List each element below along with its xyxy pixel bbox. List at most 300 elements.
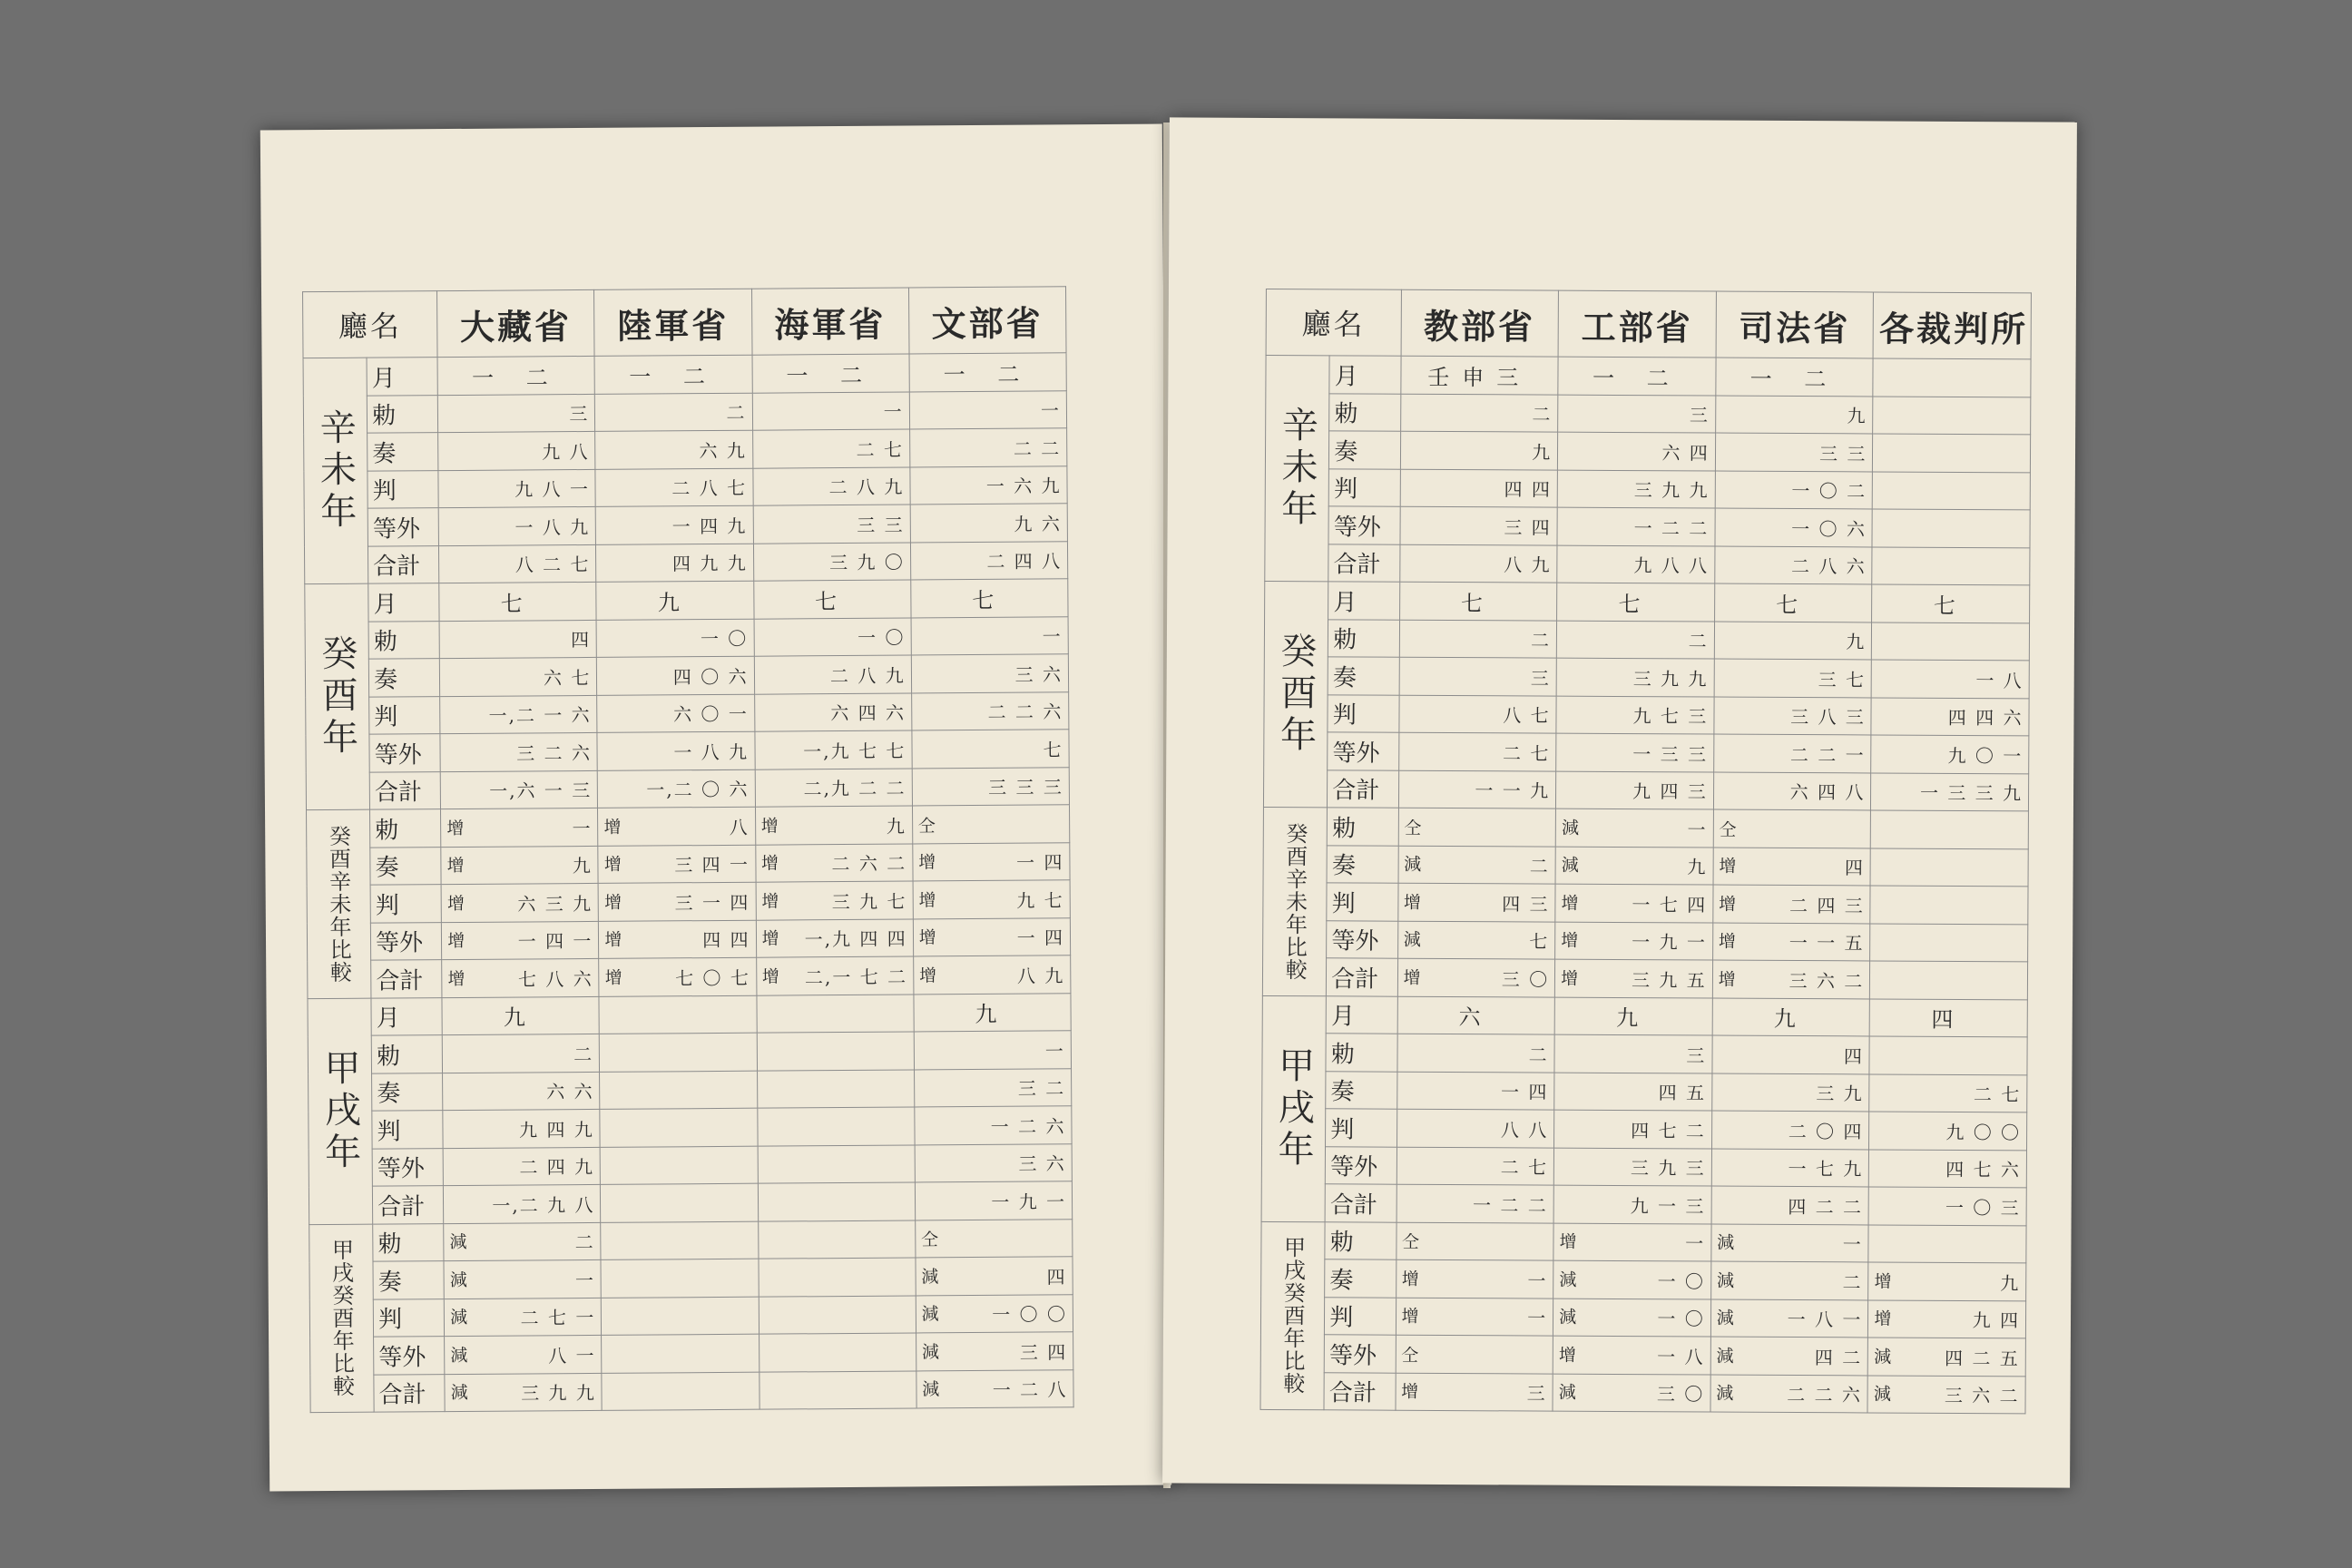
column-header: 教部省	[1401, 289, 1559, 357]
change-marker: 增	[1401, 1381, 1421, 1403]
row-label: 奏	[370, 847, 441, 885]
change-value: 一 一 五	[1788, 932, 1865, 955]
change-marker: 增	[1561, 893, 1581, 914]
change-value: 二 二 六	[1787, 1384, 1862, 1406]
row-label: 奏	[1326, 1071, 1396, 1109]
change-marker: 增	[1401, 1269, 1421, 1289]
change-marker: 增	[761, 891, 781, 912]
value-cell: 一 〇	[596, 619, 753, 658]
value-cell: 三 四	[1400, 506, 1558, 544]
value-cell	[601, 1183, 758, 1222]
table-row	[309, 1143, 1072, 1186]
value-cell: 二 七	[752, 429, 909, 468]
value-cell	[759, 1370, 916, 1409]
change-marker: 仝	[1719, 819, 1739, 840]
value-cell	[756, 994, 913, 1033]
value-cell: 七	[912, 730, 1070, 769]
change-value: 四 二	[1814, 1346, 1863, 1369]
value-cell: 六 〇 一	[597, 694, 754, 733]
value-cell: 二,九 二 二	[755, 768, 912, 807]
value-cell: 二 八 七	[595, 468, 752, 507]
value-cell: 一 〇	[754, 617, 911, 656]
value-cell: 六 四	[1558, 432, 1716, 470]
value-cell: 九	[1400, 431, 1558, 469]
change-value: 二 七 一	[520, 1307, 596, 1329]
value-cell: 二 八 六	[1715, 546, 1873, 584]
value-cell	[598, 845, 755, 884]
change-marker: 減	[921, 1267, 941, 1288]
row-label: 勅	[373, 1223, 444, 1261]
change-marker: 增	[603, 817, 623, 838]
change-value: 七 〇 七	[675, 966, 750, 990]
table-row	[1262, 1071, 2027, 1112]
value-cell	[442, 921, 599, 960]
value-cell: 三 三 三	[912, 767, 1070, 806]
value-cell	[445, 1335, 602, 1374]
value-cell: 三 七	[1714, 659, 1872, 697]
value-cell: 三 九 三	[1553, 1148, 1711, 1186]
table-row	[1263, 920, 2028, 962]
change-value: 一	[1687, 818, 1708, 841]
value-cell: 九	[1715, 396, 1873, 434]
change-marker: 減	[1403, 930, 1423, 951]
value-cell	[1555, 808, 1713, 847]
value-cell: 一 二	[1716, 358, 1874, 396]
value-cell	[1397, 958, 1555, 996]
change-value: 二,一 七 二	[804, 965, 908, 989]
change-marker: 增	[918, 890, 938, 911]
table-row	[1264, 656, 2029, 698]
change-value: 七 八 六	[517, 967, 593, 991]
change-value: 三 〇	[1501, 968, 1550, 991]
value-cell	[757, 1032, 914, 1071]
table-row	[1260, 1334, 2025, 1376]
change-value: 一 〇 〇	[992, 1303, 1067, 1327]
column-header: 各裁判所	[1873, 292, 2031, 359]
value-cell: 二 八 九	[754, 655, 911, 694]
table-row	[1265, 468, 2030, 510]
value-cell: 四	[1869, 998, 2027, 1036]
value-cell	[1710, 1261, 1868, 1299]
table-row	[305, 654, 1068, 697]
change-marker: 減	[1559, 1269, 1579, 1290]
value-cell: 二 七	[1396, 1147, 1554, 1185]
value-cell: 一 二 二	[1396, 1184, 1554, 1222]
value-cell	[444, 1298, 601, 1337]
value-cell	[1555, 959, 1713, 997]
value-cell: 九 〇 〇	[1869, 1112, 2027, 1150]
table-row	[1263, 769, 2028, 811]
value-cell: 二 八 九	[752, 466, 909, 505]
change-value: 一	[574, 1269, 596, 1291]
table-row	[304, 541, 1067, 583]
row-label: 勅	[370, 809, 441, 848]
change-value: 一 四	[1016, 926, 1065, 949]
change-value: 二	[1529, 855, 1550, 877]
value-cell: 九 七 三	[1556, 696, 1714, 734]
value-cell: 三 九	[1711, 1073, 1869, 1112]
row-label: 判	[1325, 1297, 1396, 1335]
row-label: 奏	[1327, 845, 1397, 883]
value-cell: 七	[439, 582, 596, 621]
value-cell	[600, 1071, 757, 1110]
value-cell	[442, 958, 599, 997]
value-cell	[757, 1107, 914, 1146]
value-cell	[759, 1295, 916, 1334]
value-cell: 二 七	[1398, 732, 1556, 770]
value-cell	[1871, 810, 2029, 848]
change-marker: 仝	[1401, 1345, 1421, 1366]
value-cell: 八 八	[1396, 1109, 1554, 1147]
value-cell: 一 二	[594, 355, 751, 394]
table-row	[1265, 581, 2030, 622]
table-row	[307, 805, 1070, 848]
table-row	[309, 1106, 1072, 1149]
value-cell: 一 二	[1558, 357, 1716, 395]
table-row	[308, 1031, 1071, 1073]
value-cell	[1867, 1375, 2025, 1413]
change-value: 六 三 九	[517, 892, 593, 916]
row-label: 月	[368, 583, 439, 622]
row-label: 合計	[371, 960, 442, 998]
value-cell	[1713, 809, 1871, 848]
change-value: 二	[1842, 1271, 1863, 1294]
table-row	[310, 1369, 1073, 1412]
value-cell: 一 七 九	[1711, 1149, 1869, 1187]
value-cell	[1710, 1375, 1868, 1413]
row-label: 勅	[1328, 619, 1399, 657]
row-label: 等外	[370, 922, 441, 960]
value-cell: 二	[1396, 1034, 1554, 1072]
value-cell	[1553, 1298, 1711, 1337]
value-cell: 九 一 三	[1553, 1185, 1711, 1223]
change-value: 一 〇	[1657, 1308, 1705, 1330]
change-marker: 增	[1719, 856, 1739, 877]
value-cell: 一	[911, 616, 1069, 655]
table-row	[310, 1332, 1073, 1375]
value-cell	[758, 1144, 915, 1183]
value-cell	[757, 1069, 914, 1108]
value-cell	[913, 880, 1071, 919]
value-cell: 一 八	[1871, 660, 2029, 698]
value-cell: 四	[439, 620, 596, 659]
column-header: 文部省	[908, 287, 1066, 354]
value-cell	[1397, 883, 1555, 921]
value-cell: 九	[1714, 622, 1872, 660]
row-label: 等外	[1328, 506, 1399, 544]
value-cell: 六	[1397, 996, 1555, 1034]
table-row	[309, 1219, 1073, 1261]
change-marker: 減	[450, 1345, 470, 1366]
table-row	[1262, 995, 2027, 1037]
value-cell: 九 八	[438, 431, 595, 470]
row-label: 勅	[1327, 808, 1397, 846]
row-label: 勅	[368, 621, 439, 659]
change-marker: 減	[1873, 1384, 1894, 1405]
change-value: 四 四	[702, 928, 750, 952]
value-cell: 一 〇 二	[1715, 471, 1873, 509]
change-value: 一 八	[1657, 1345, 1705, 1368]
value-cell: 一 〇 三	[1868, 1187, 2026, 1225]
change-value: 三 六 二	[1944, 1385, 2020, 1407]
section-title: 甲戌癸酉年比較	[309, 1224, 375, 1413]
value-cell: 壬申三	[1400, 356, 1558, 394]
value-cell: 三 九 九	[1556, 658, 1714, 696]
table-row	[305, 616, 1068, 659]
change-marker: 減	[922, 1379, 942, 1400]
value-cell: 一,二 一 六	[440, 695, 597, 734]
value-cell: 一 〇 六	[1715, 508, 1873, 546]
value-cell: 一 四 九	[596, 505, 753, 544]
table-row	[1260, 1372, 2025, 1414]
value-cell	[1873, 358, 2031, 397]
row-label: 等外	[1326, 1146, 1396, 1184]
change-marker: 增	[604, 892, 624, 913]
value-cell	[599, 995, 756, 1034]
change-value: 二 四 三	[1788, 894, 1865, 917]
row-label: 等外	[1327, 920, 1397, 958]
table-row	[307, 880, 1070, 923]
row-label: 等外	[374, 1337, 445, 1375]
row-label: 等外	[372, 1148, 443, 1186]
change-marker: 減	[921, 1342, 942, 1363]
value-cell: 三	[1558, 395, 1716, 433]
value-cell	[1553, 1223, 1711, 1261]
table-row	[304, 504, 1067, 546]
table-row	[306, 691, 1069, 734]
value-cell: 一 八 九	[438, 506, 595, 545]
change-marker: 增	[1403, 967, 1423, 988]
row-label: 月	[367, 358, 437, 396]
row-label: 判	[370, 885, 441, 923]
change-value: 一 二 八	[992, 1378, 1068, 1402]
change-value: 四 三	[1502, 893, 1550, 916]
value-cell: 一,二 九 八	[444, 1184, 601, 1223]
change-marker: 增	[1558, 1345, 1579, 1366]
change-marker: 仝	[1401, 1232, 1422, 1253]
change-value: 一 八 一	[1787, 1308, 1863, 1331]
value-cell: 二	[595, 393, 752, 432]
value-cell	[1710, 1299, 1868, 1338]
change-value: 三 九 九	[521, 1382, 596, 1405]
row-label: 奏	[368, 433, 438, 471]
change-marker: 增	[1718, 969, 1738, 990]
value-cell	[1555, 884, 1713, 922]
change-marker: 增	[1561, 968, 1581, 989]
table-row	[309, 1257, 1073, 1299]
change-marker: 增	[447, 931, 467, 952]
section-title: 甲戌癸酉年比較	[1260, 1221, 1325, 1410]
value-cell: 九 八 八	[1557, 545, 1715, 583]
row-label: 月	[371, 997, 442, 1035]
table-row	[307, 917, 1070, 960]
value-cell	[756, 918, 913, 957]
header-label: 廳名	[1266, 289, 1401, 356]
change-value: 二 六 二	[831, 852, 907, 876]
table-row	[1263, 882, 2028, 924]
value-cell: 六 九	[595, 430, 752, 469]
table-row	[1262, 1108, 2027, 1150]
value-cell	[1398, 808, 1556, 846]
value-cell	[1872, 509, 2030, 547]
value-cell	[1868, 1262, 2026, 1300]
value-cell	[1555, 847, 1713, 885]
value-cell: 九	[596, 581, 753, 620]
value-cell	[601, 1259, 758, 1298]
change-marker: 減	[1874, 1347, 1894, 1367]
value-cell: 四 七 六	[1869, 1149, 2027, 1187]
row-label: 合計	[372, 1186, 443, 1224]
change-marker: 增	[918, 927, 938, 948]
value-cell: 一,九 七 七	[754, 730, 911, 769]
change-marker: 增	[604, 967, 624, 988]
value-cell	[1712, 960, 1870, 998]
value-cell: 三 八 三	[1714, 697, 1872, 735]
change-value: 一	[1527, 1269, 1548, 1292]
change-value: 八 一	[548, 1344, 596, 1367]
value-cell	[1873, 471, 2031, 509]
row-label: 合計	[1328, 544, 1399, 582]
value-cell: 六 六	[443, 1072, 600, 1111]
table-row	[305, 579, 1068, 622]
value-cell	[916, 1294, 1073, 1333]
section-title: 辛未年	[1265, 355, 1330, 581]
table-row	[1266, 355, 2031, 397]
value-cell: 一 三 三 九	[1871, 772, 2029, 810]
table-row	[309, 1294, 1073, 1337]
row-label: 奏	[1329, 431, 1400, 469]
row-label: 勅	[1329, 393, 1400, 431]
value-cell: 八 二 七	[439, 544, 596, 583]
table-row	[1263, 845, 2028, 887]
value-cell: 四 四	[1400, 469, 1558, 507]
change-value: 九 四	[1972, 1309, 2021, 1332]
change-marker: 增	[447, 968, 467, 989]
value-cell	[1868, 1299, 2026, 1338]
change-marker: 仝	[917, 816, 937, 837]
value-cell: 九	[442, 996, 599, 1035]
row-label: 判	[1328, 694, 1398, 732]
value-cell: 四	[1712, 1035, 1870, 1073]
change-value: 一,九 四 四	[804, 927, 907, 951]
value-cell: 四 七 二	[1554, 1110, 1712, 1148]
row-label: 判	[373, 1298, 444, 1337]
value-cell: 九	[1554, 997, 1712, 1035]
table-row	[1265, 544, 2030, 585]
value-cell	[1713, 848, 1871, 886]
change-value: 三 九 七	[831, 890, 907, 913]
row-label: 月	[1329, 356, 1400, 394]
table-row	[304, 428, 1067, 471]
row-label: 合計	[1328, 769, 1398, 808]
table-row	[1262, 957, 2027, 999]
row-label: 合計	[368, 545, 439, 583]
value-cell	[1872, 546, 2030, 584]
value-cell	[599, 957, 756, 996]
value-cell	[1868, 1224, 2026, 1262]
value-cell: 二	[1400, 394, 1558, 432]
change-marker: 增	[1719, 894, 1739, 915]
change-marker: 減	[1561, 818, 1582, 838]
change-marker: 增	[446, 856, 466, 877]
change-marker: 增	[918, 852, 938, 873]
value-cell	[758, 1182, 915, 1221]
value-cell	[444, 1222, 601, 1261]
value-cell	[916, 1332, 1073, 1371]
value-cell	[1870, 848, 2028, 886]
change-marker: 減	[1716, 1270, 1737, 1291]
section-title: 癸酉辛未年比較	[307, 809, 372, 998]
row-label: 等外	[369, 734, 440, 772]
change-value: 一	[572, 817, 593, 839]
value-cell	[445, 1373, 602, 1412]
value-cell: 九 〇 一	[1871, 735, 2029, 773]
change-marker: 增	[446, 818, 466, 838]
value-cell: 一	[909, 390, 1067, 429]
value-cell	[1868, 1338, 2026, 1376]
row-label: 合計	[374, 1374, 445, 1412]
table-row	[308, 956, 1071, 998]
row-label: 勅	[367, 395, 437, 433]
value-cell: 三 二 六	[440, 732, 597, 771]
value-cell	[756, 956, 913, 995]
change-value: 九	[1687, 856, 1708, 878]
change-marker: 增	[918, 965, 939, 986]
value-cell: 九 六	[910, 504, 1068, 543]
value-cell: 四 四 六	[1871, 697, 2029, 735]
row-label: 勅	[371, 1035, 442, 1073]
value-cell: 三 三	[1715, 433, 1873, 471]
change-marker: 增	[446, 893, 466, 914]
value-cell	[441, 883, 598, 922]
table-row	[1265, 430, 2030, 472]
header-label: 廳名	[303, 291, 438, 358]
table-row	[1266, 393, 2031, 435]
row-label: 判	[368, 470, 438, 508]
change-marker: 增	[1718, 931, 1739, 952]
value-cell	[1873, 396, 2031, 434]
change-value: 二	[574, 1231, 595, 1254]
change-marker: 減	[1561, 855, 1581, 877]
change-marker: 增	[603, 854, 623, 876]
value-cell	[1396, 1298, 1553, 1336]
value-cell: 一 二	[752, 354, 909, 393]
change-value: 三 一 四	[674, 891, 750, 915]
value-cell	[1396, 1373, 1553, 1411]
change-value: 三	[1526, 1382, 1547, 1405]
value-cell: 一 一 九	[1398, 770, 1556, 808]
value-cell	[1712, 923, 1870, 961]
change-marker: 增	[1874, 1308, 1894, 1329]
change-value: 一	[1842, 1233, 1863, 1256]
value-cell	[916, 1369, 1074, 1408]
row-label: 奏	[1325, 1259, 1396, 1298]
change-value: 一	[1527, 1307, 1548, 1329]
row-label: 等外	[1324, 1335, 1395, 1373]
value-cell	[1396, 1259, 1553, 1298]
value-cell	[600, 1146, 757, 1185]
table-row	[1264, 694, 2029, 736]
section-title: 癸酉年	[1263, 581, 1328, 807]
table-row	[309, 1181, 1072, 1224]
row-label: 月	[1326, 995, 1396, 1034]
section-title: 甲戌年	[308, 998, 373, 1224]
row-label: 奏	[372, 1073, 443, 1111]
value-cell	[1870, 923, 2028, 961]
table-row	[1261, 1183, 2026, 1225]
value-cell: 二 七	[1869, 1073, 2027, 1112]
change-value: 九 七	[1016, 889, 1064, 912]
